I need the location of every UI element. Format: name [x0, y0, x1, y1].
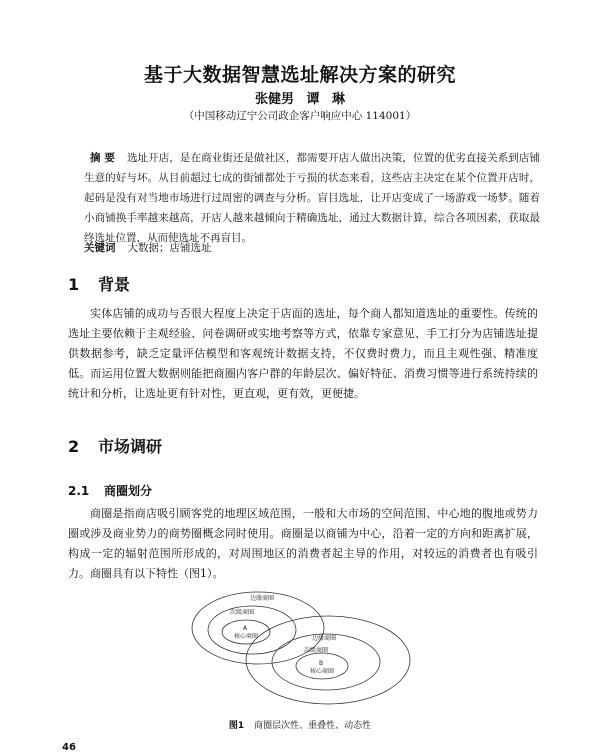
- area-b-outer-label: 边缘商圈: [312, 635, 337, 642]
- area-a-outer-label: 边缘商圈: [250, 595, 275, 602]
- trade-area-diagram: [190, 588, 420, 708]
- keywords-label: 关键词: [84, 242, 116, 254]
- abstract-label: 摘 要: [90, 152, 115, 164]
- subsection-number: 2.1: [68, 484, 90, 498]
- page-number: 46: [62, 742, 76, 753]
- area-a-letter: A: [243, 625, 248, 632]
- area-b-middle-label: 次级商圈: [304, 647, 329, 654]
- figure-caption: [0, 718, 600, 731]
- section-1-paragraph: 实体店铺的成功与否很大程度上决定于店面的选址，每个商人都知道选址的重要性。传统的选址主要依赖于主观经验、问卷调研或实地考察等方式，依靠专家意见、手工打分为店铺选址提供数据参考，缺乏定量评估模型和客观统计数据支持，不仅费时费力，而且主观性强、精准度低。而运用位置大数据则能把商圈内客户群的年龄层次、偏好特征、消费习惯等进行系统持续的统计和分析，让选址更有针对性，更直观，更有效，更便捷。: [68, 307, 538, 400]
- keywords-text: 大数据；店铺选址: [127, 242, 212, 254]
- subsection-paragraph: 商圈是指商店吸引顾客党的地理区域范围，一般和大市场的空间范围、中心地的腹地或势力圈或涉及商业势力的商势圈概念同时使用。商圈是以商铺为中心，沿着一定的方向和距离扩展，构成一定的辐射范围所形成的，对周围地区的消费者起主导的作用，对较远的消费者也有吸引力。商圈具有以下特性（图1）。: [68, 507, 538, 580]
- area-b-outer-ring: [246, 616, 410, 704]
- keywords: [84, 238, 212, 258]
- section-number: 1: [68, 275, 80, 294]
- section-title: 背景: [98, 275, 131, 294]
- figure-caption-text: 商圈层次性、重叠性、动态性: [254, 721, 372, 731]
- section-title: 市场调研: [98, 437, 163, 456]
- abstract: [84, 148, 540, 248]
- area-b-middle-ring: [272, 634, 380, 690]
- area-a-core-label: 核心商圈: [234, 633, 259, 640]
- paper-title: 基于大数据智慧选址解决方案的研究: [143, 64, 456, 86]
- section-number: 2: [68, 437, 80, 456]
- area-b-core-label: 核心商圈: [310, 668, 335, 675]
- area-b-letter: B: [319, 660, 324, 667]
- subsection-title: 商圈划分: [104, 484, 153, 498]
- affiliation: （中国移动辽宁公司政企客户响应中心 114001）: [183, 110, 417, 122]
- section-heading-1: [68, 272, 130, 295]
- area-a-middle-label: 次级商圈: [230, 609, 255, 616]
- area-a-core-ring: [222, 620, 270, 644]
- section-heading-2: [68, 434, 162, 457]
- authors: 张健男 谭 琳: [254, 92, 346, 107]
- abstract-text: 选址开店，是在商业街还是做社区，都需要开店人做出决策，位置的优劣直接关系到店铺生意的好与坏。从目前超过七成的街铺都处于亏损的状态来看，这些店主决定在某个位置开店时，起码是没有对当地市场进行过周密的调查与分析。盲目选址，让开店变成了一场游戏一场梦。随着小商铺换手率越来越高，开店人越来越倾向于精确选址，通过大数据计算，综合各项因素，获取最终选址位置，从而使选址不再盲目。: [84, 152, 540, 244]
- subsection-heading: [68, 482, 152, 499]
- figure-number: 图1: [228, 721, 245, 731]
